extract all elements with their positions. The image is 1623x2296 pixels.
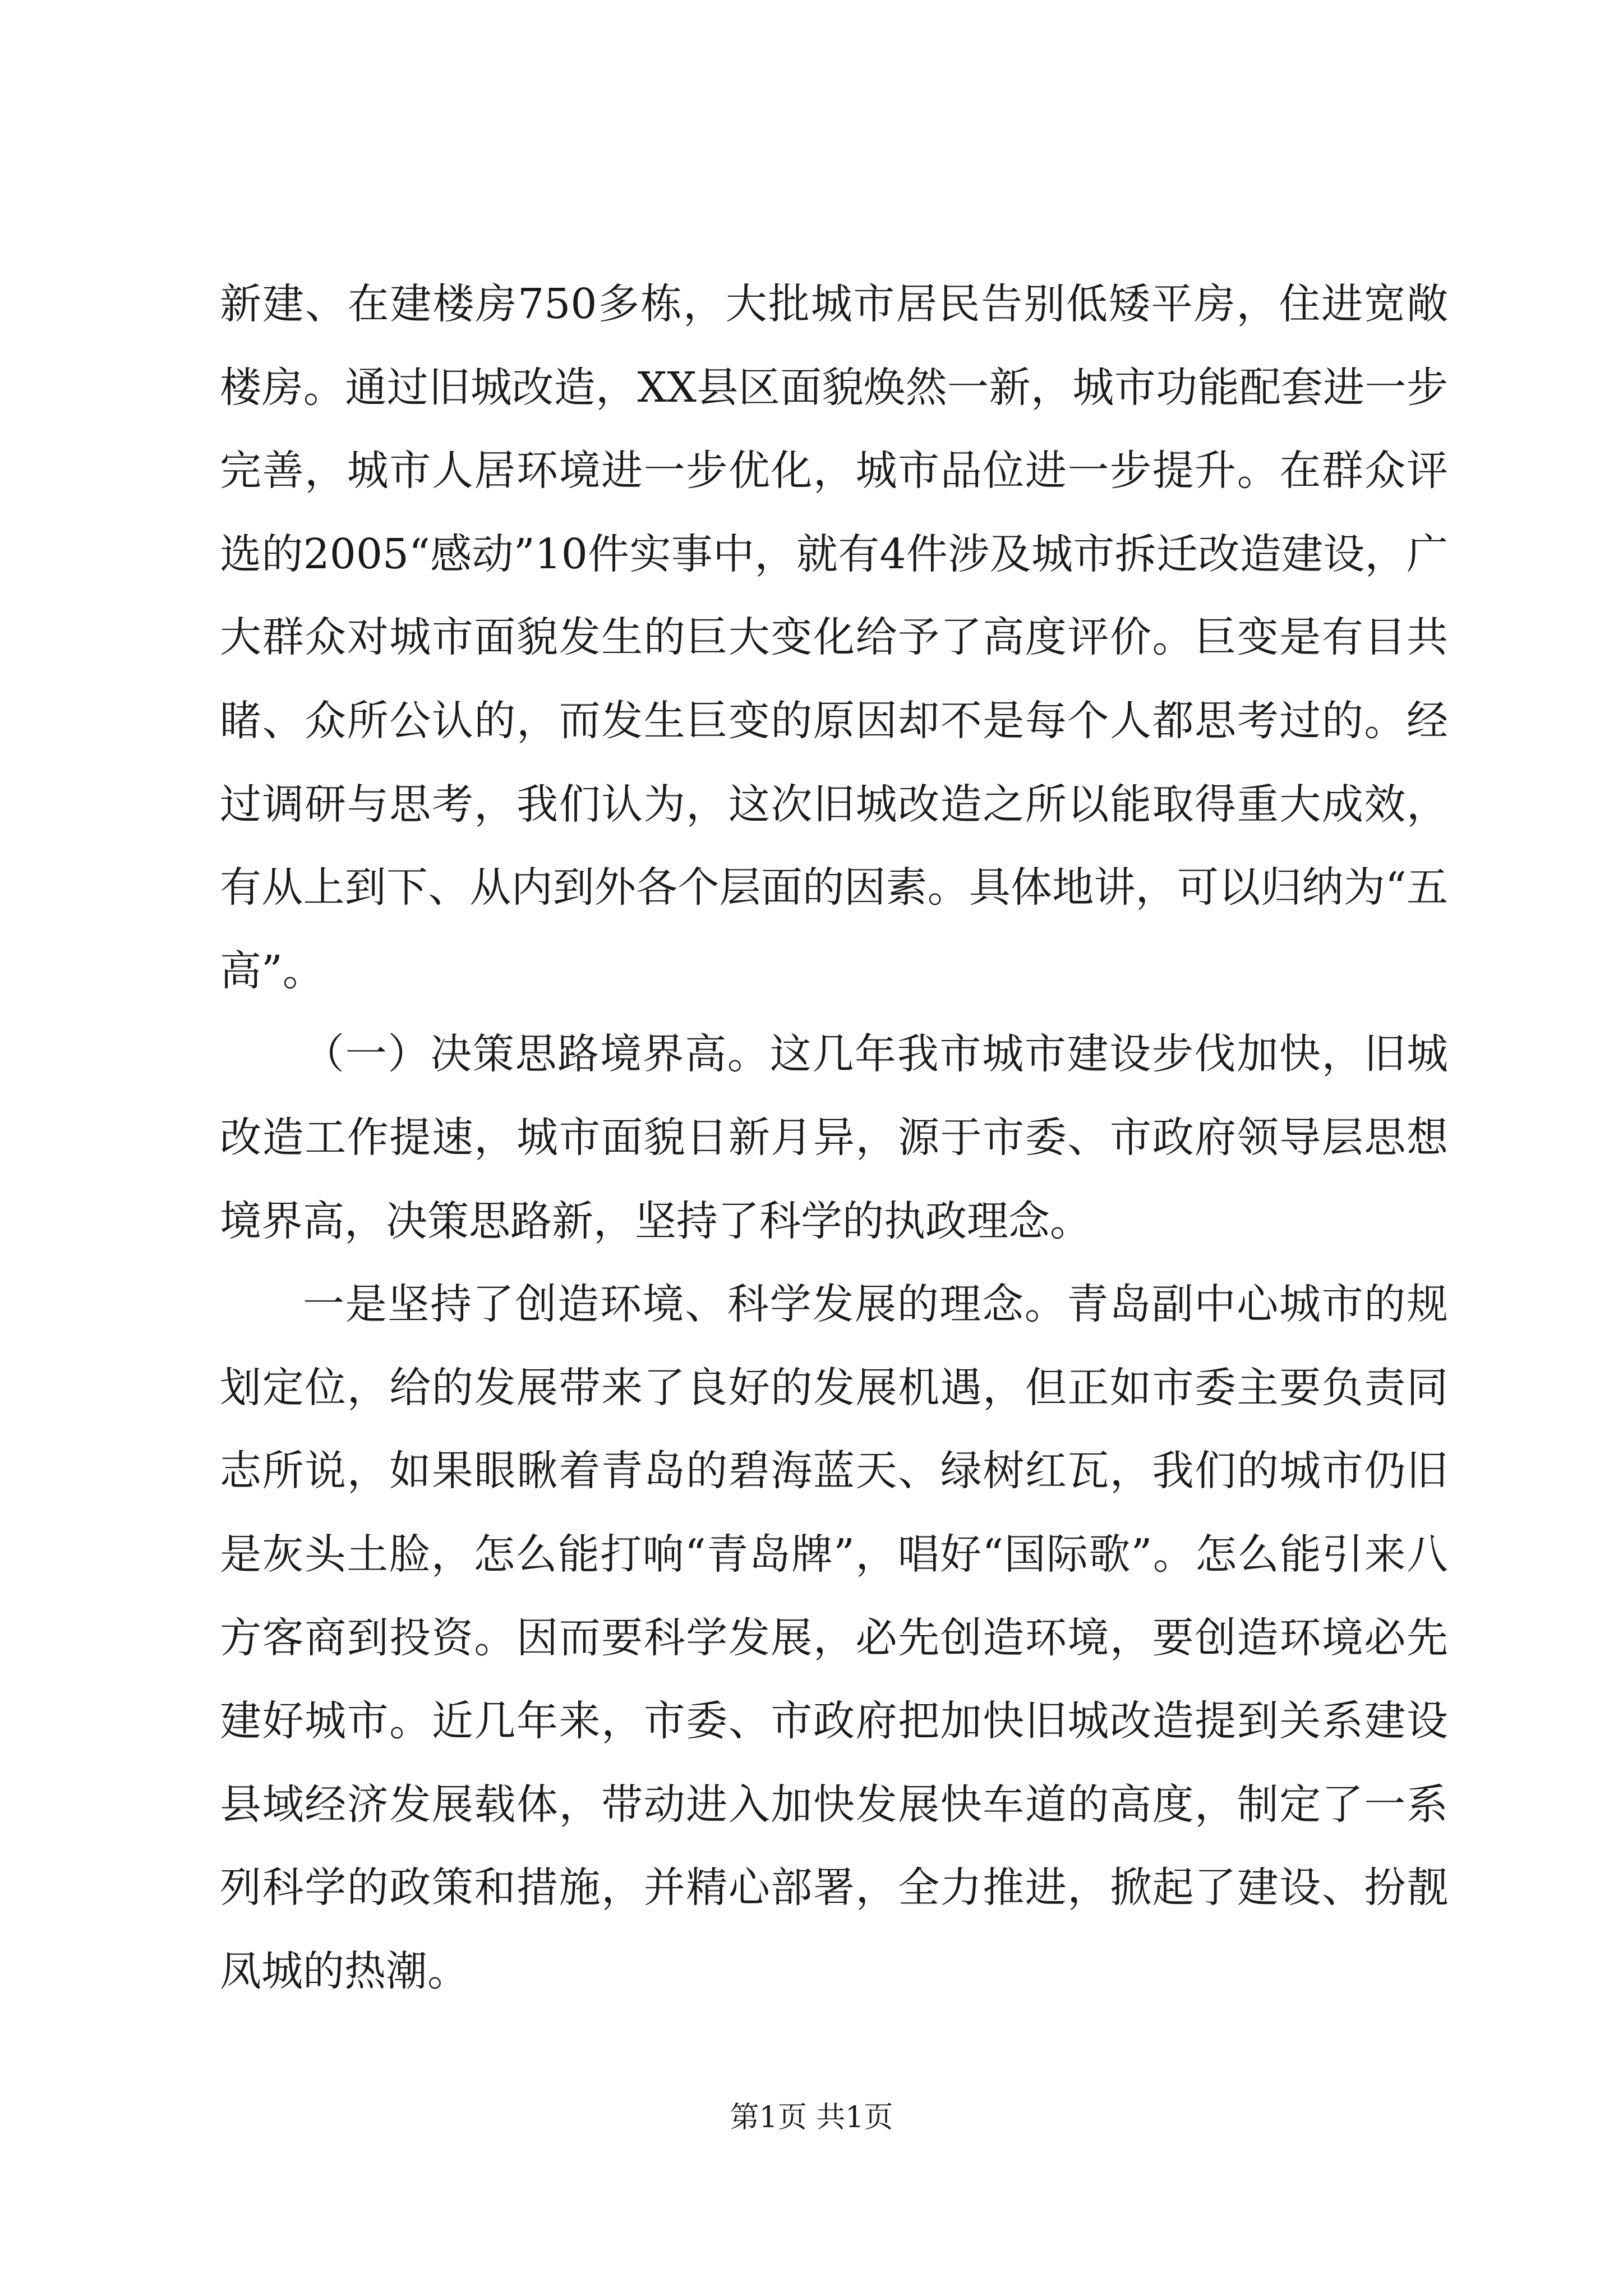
paragraph-continuation: 新建、在建楼房750多栋，大批城市居民告别低矮平房，住进宽敞楼房。通过旧城改造，XX县区面貌焕然一新，城市功能配套进一步完善，城市人居环境进一步优化，城市品位进一步提升。在群众评选的2005“感动”10件实事中，就有4件涉及城市拆迁改造建设，广大群众对城市面貌发生的巨大变化给予了高度评价。巨变是有目共睹、众所公认的，而发生巨变的原因却不是每个人都思考过的。经过调研与思考，我们认为，这次旧城改造之所以能取得重大成效，有从上到下、从内到外各个层面的因素。具体地讲，可以归纳为“五高”。 [220,280,1448,995]
document-body [220,263,1448,2013]
page-footer: 第1页 共1页 [730,2101,893,2134]
paragraph-scientific-development: 一是坚持了创造环境、科学发展的理念。青岛副中心城市的规划定位，给的发展带来了良好的发展机遇，但正如市委主要负责同志所说，如果眼瞅着青岛的碧海蓝天、绿树红瓦，我们的城市仍旧是灰头土脸，怎么能打响“青岛牌”，唱好“国际歌”。怎么能引来八方客商到投资。因而要科学发展，必先创造环境，要创造环境必先建好城市。近几年来，市委、市政府把加快旧城改造提到关系建设县域经济发展载体，带动进入加快发展快车道的高度，制定了一系列科学的政策和措施，并精心部署，全力推进，掀起了建设、扮靓凤城的热潮。 [220,1280,1448,1995]
paragraph-decision-thinking: （一）决策思路境界高。这几年我市城市建设步伐加快，旧城改造工作提速，城市面貌日新月异，源于市委、市政府领导层思想境界高，决策思路新，坚持了科学的执政理念。 [220,1030,1448,1245]
